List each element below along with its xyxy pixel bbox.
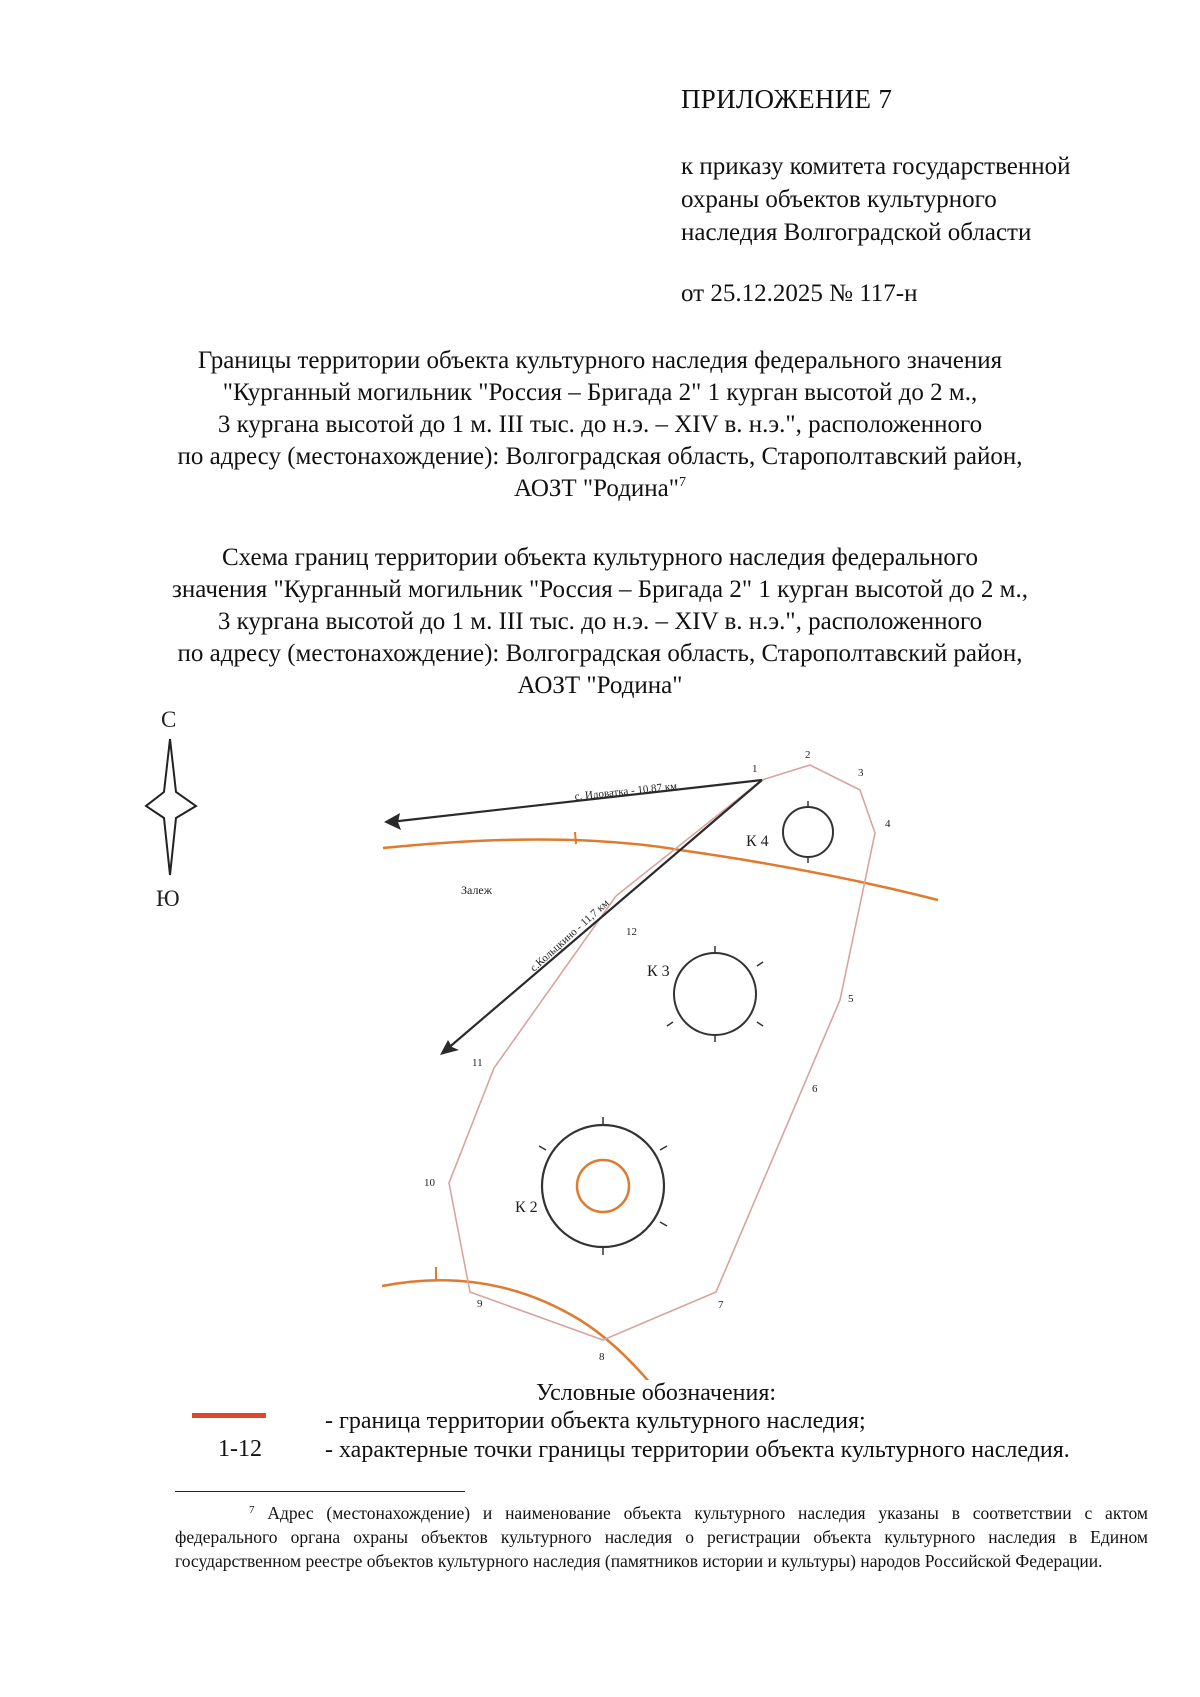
footnote-text: Адрес (местонахождение) и наименование объекта культурного наследия указаны в соответствии с актом федерального органа охраны объектов культурного наследия о регистрации объекта культурного наследия в Едином государственном реестре объектов культурного наследия (памятников истории и культуры) народов Российской Федерации. — [175, 1503, 1149, 1571]
legend-boundary-text: - граница территории объекта культурного наследия; — [325, 1408, 866, 1434]
scheme-title-line: Схема границ территории объекта культурного наследия федерального — [221, 544, 979, 571]
point-label-3: 3 — [858, 767, 864, 779]
area-label: Залеж — [461, 883, 493, 897]
order-line: охраны объектов культурного — [681, 186, 997, 213]
arrow-to-idovatka — [384, 780, 762, 830]
footnote — [175, 1501, 1148, 1573]
point-label-10: 10 — [424, 1177, 435, 1189]
kurgan-label: К 2 — [515, 1199, 538, 1216]
order-reference — [681, 150, 1071, 249]
point-label-2: 2 — [805, 749, 811, 761]
title-line: по адресу (местонахождение): Волгоградская область, Старополтавский район, — [177, 443, 1023, 470]
title-line: "Курганный могильник "Россия – Бригада 2" 1 курган высотой до 2 м., — [222, 379, 978, 406]
order-line: наследия Волгоградской области — [681, 219, 1032, 246]
scheme-title-line: АОЗТ "Родина" — [517, 672, 683, 699]
point-label-12: 12 — [626, 926, 637, 938]
arrow-to-koltsykino — [440, 780, 762, 1055]
point-label-1: 1 — [752, 763, 758, 775]
compass-icon — [146, 707, 196, 911]
scheme-title-line: по адресу (местонахождение): Волгоградская область, Старополтавский район, — [177, 640, 1023, 667]
footnote-number: 7 — [249, 1504, 255, 1516]
kurgan-label: К 3 — [647, 963, 670, 980]
legend-points-symbol: 1-12 — [218, 1436, 262, 1462]
kurgan-k4 — [746, 801, 833, 863]
kurgan-k2 — [515, 1117, 667, 1255]
territory-boundary — [449, 765, 875, 1340]
point-label-9: 9 — [477, 1298, 483, 1310]
point-label-8: 8 — [599, 1351, 605, 1363]
footnote-divider — [175, 1491, 465, 1492]
arrow-label-koltsykino: с.Кольцкино - 11,7 км — [527, 897, 612, 975]
scheme-title — [0, 542, 1200, 702]
annex-heading: ПРИЛОЖЕНИЕ 7 — [681, 84, 893, 114]
legend-title: Условные обозначения: — [536, 1380, 777, 1406]
arrow-label-idovatka: с. Идоватка - 10,87 км — [574, 780, 678, 803]
order-line: к приказу комитета государственной — [681, 153, 1071, 180]
point-label-4: 4 — [885, 818, 891, 830]
order-date: от 25.12.2025 № 117-н — [681, 280, 918, 307]
title-line: 3 кургана высотой до 1 м. III тыс. до н.э. – XIV в. н.э.", расположенного — [217, 411, 983, 438]
point-label-7: 7 — [718, 1299, 724, 1311]
road-line-south — [382, 1280, 660, 1380]
title-line: Границы территории объекта культурного наследия федерального значения — [197, 347, 1003, 374]
document-title — [0, 345, 1200, 505]
compass-south-label: Ю — [156, 886, 180, 911]
scheme-title-line: 3 кургана высотой до 1 м. III тыс. до н.э. – XIV в. н.э.", расположенного — [217, 608, 983, 635]
kurgan-label: К 4 — [746, 833, 769, 850]
boundary-scheme-map — [0, 690, 1200, 1380]
scheme-title-line: значения "Курганный могильник "Россия – Бригада 2" 1 курган высотой до 2 м., — [172, 576, 1028, 603]
point-label-5: 5 — [848, 993, 854, 1005]
point-label-11: 11 — [472, 1057, 483, 1069]
point-label-6: 6 — [812, 1083, 818, 1095]
footnote-ref: 7 — [678, 475, 686, 490]
kurgan-k3 — [647, 946, 763, 1042]
legend-points-text: - характерные точки границы территории объекта культурного наследия. — [325, 1437, 1070, 1463]
compass-north-label: С — [161, 707, 177, 732]
title-line — [0, 473, 1200, 505]
legend-boundary-swatch — [192, 1413, 266, 1418]
title-last-line: АОЗТ "Родина" — [514, 475, 679, 502]
